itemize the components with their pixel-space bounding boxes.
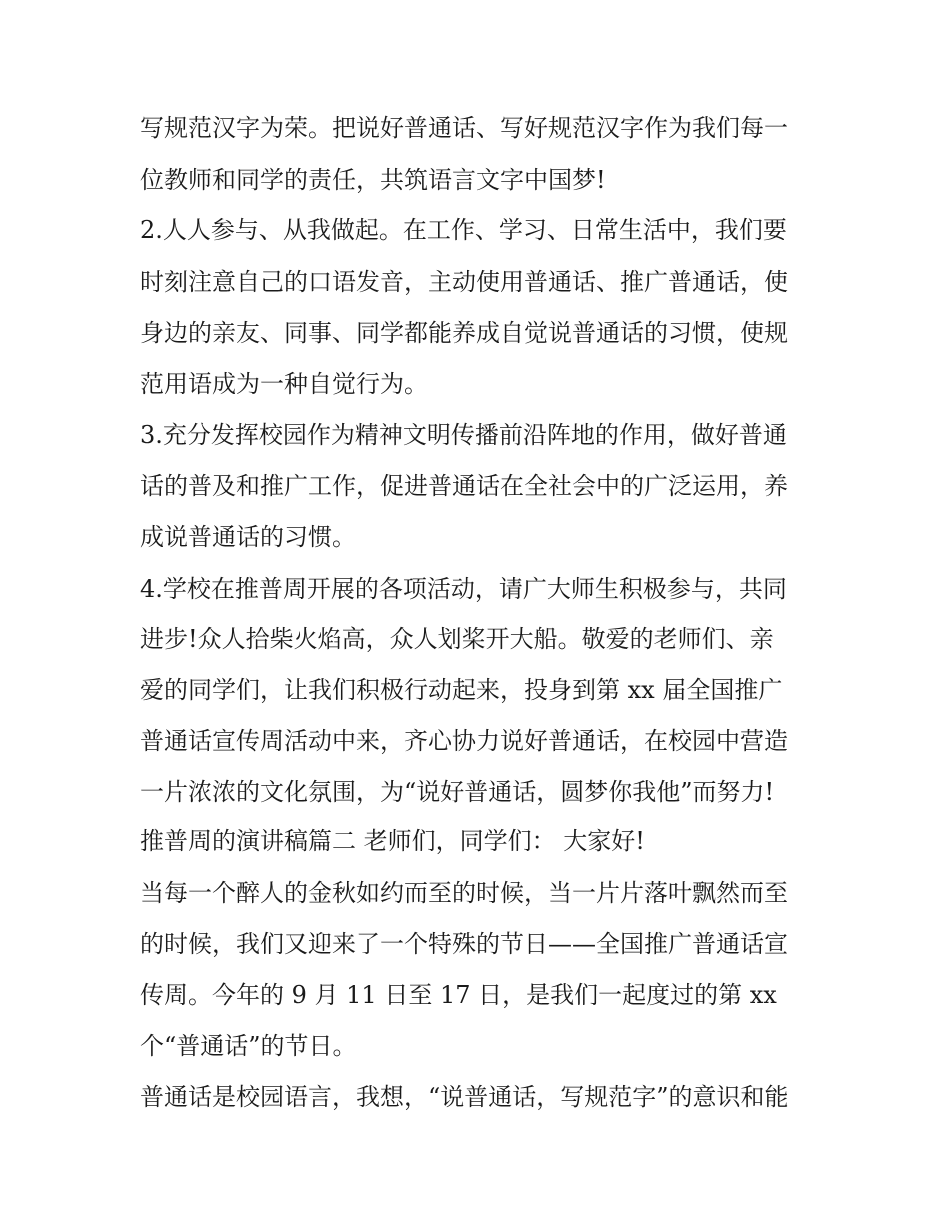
text-line: 传周。今年的 9 月 11 日至 17 日，是我们一起度过的第 xx	[140, 981, 777, 1009]
text-line: 写规范汉字为荣。把说好普通话、写好规范汉字作为我们每一	[140, 114, 788, 142]
text-line: 推普周的演讲稿篇二 老师们，同学们： 大家好!	[140, 827, 645, 855]
text-line: 4.学校在推普周开展的各项活动，请广大师生积极参与，共同	[140, 575, 787, 603]
text-line: 普通话是校园语言，我想，“说普通话，写规范字”的意识和能	[140, 1083, 789, 1111]
text-line: 普通话宣传周活动中来，齐心协力说好普通话，在校园中营造	[140, 727, 788, 755]
text-line: 时刻注意自己的口语发音，主动使用普通话、推广普通话，使	[140, 268, 788, 296]
text-line: 爱的同学们，让我们积极行动起来，投身到第 xx 届全国推广	[140, 676, 783, 704]
text-line: 话的普及和推广工作，促进普通话在全社会中的广泛运用，养	[140, 472, 788, 500]
text-line: 位教师和同学的责任，共筑语言文字中国梦!	[140, 166, 606, 194]
text-line: 进步!众人拾柴火焰高，众人划桨开大船。敬爱的老师们、亲	[140, 625, 774, 653]
text-line: 范用语成为一种自觉行为。	[140, 370, 428, 398]
text-line: 个“普通话”的节日。	[140, 1032, 357, 1060]
text-line: 2.人人参与、从我做起。在工作、学习、日常生活中，我们要	[140, 216, 787, 244]
text-line: 成说普通话的习惯。	[140, 523, 356, 551]
text-line: 一片浓浓的文化氛围，为“说好普通话，圆梦你我他”而努力!	[140, 778, 775, 806]
text-line: 身边的亲友、同事、同学都能养成自觉说普通话的习惯，使规	[140, 319, 788, 347]
text-line: 的时候，我们又迎来了一个特殊的节日——全国推广普通话宣	[140, 930, 788, 958]
text-line: 3.充分发挥校园作为精神文明传播前沿阵地的作用，做好普通	[140, 421, 787, 449]
text-line: 当每一个醉人的金秋如约而至的时候，当一片片落叶飘然而至	[140, 879, 788, 907]
